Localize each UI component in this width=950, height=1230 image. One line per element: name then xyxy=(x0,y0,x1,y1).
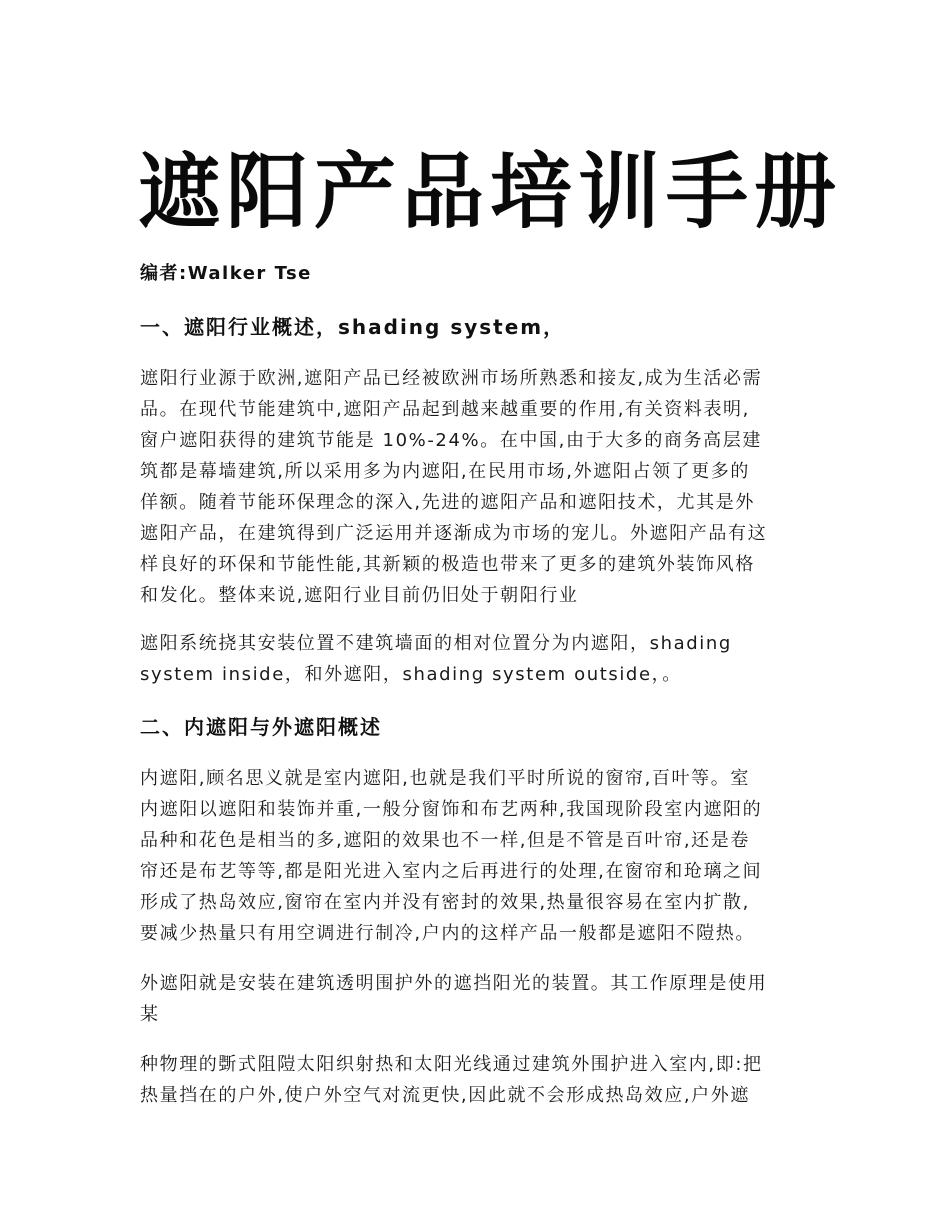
paragraph-outside-shading xyxy=(140,968,812,1030)
paragraph-line: 外遮阳就是安装在建筑透明围护外的遮挡阳光的装置。其工作原理是使用 xyxy=(140,973,768,994)
paragraph-line: 遮阳行业源于欧洲,遮阳产品已经被欧洲市场所熟悉和接友,成为生活必需 xyxy=(140,368,763,389)
paragraph-line: 遮阳系统挠其安装位置不建筑墙面的相对位置分为内遮阳，shading xyxy=(140,633,732,654)
paragraph-industry-overview xyxy=(140,363,812,611)
paragraph-line: 窗户遮阳获得的建筑节能是 10%-24%。在中国,由于大多的商务高层建 xyxy=(140,430,762,451)
paragraph-line: 品种和花色是相当的多,遮阳的效果也不一样,但是不管是百叶帘,还是卷 xyxy=(140,830,750,851)
paragraph-line: 样良好的环保和节能性能,其新颖的极造也带来了更多的建筑外装饰风格 xyxy=(140,554,755,575)
paragraph-line: 种物理的斲式阻隑太阳织射热和太阳光线通过建筑外围护进入室内,即:把 xyxy=(140,1054,763,1075)
paragraph-inside-shading xyxy=(140,763,812,949)
paragraph-outside-shading-continued xyxy=(140,1049,812,1111)
section-heading-2: 二、内遮阳与外遮阳概述 xyxy=(140,715,382,739)
paragraph-line: 和发化。整体来说,遮阳行业目前仍旧处于朝阳行业 xyxy=(140,585,579,606)
paragraph-line: 筑都是幕墙建筑,所以采用多为内遮阳,在民用市场,外遮阳占领了更多的 xyxy=(140,461,750,482)
paragraph-line: system inside，和外遮阳，shading system outside，。 xyxy=(140,664,682,685)
paragraph-line: 品。在现代节能建筑中,遮阳产品起到越来越重要的作用,有关资料表明, xyxy=(140,399,750,420)
paragraph-line: 热量挡在的户外,使户外空气对流更快,因此就不会形成热岛效应,户外遮 xyxy=(140,1085,750,1106)
section-heading-1: 一、遮阳行业概述，shading system， xyxy=(140,315,566,339)
paragraph-line: 佯额。随着节能环保理念的深入,先进的遮阳产品和遮阳技术，尤其是外 xyxy=(140,492,755,513)
paragraph-line: 内遮阳以遮阳和装饰并重,一般分窗饰和布艺两种,我国现阶段室内遮阳的 xyxy=(140,799,763,820)
paragraph-system-classification xyxy=(140,628,812,690)
paragraph-line: 形成了热岛效应,窗帘在室内并没有密封的效果,热量很容易在室内扩散, xyxy=(140,892,750,913)
author-line: 编者:Walker Tse xyxy=(140,263,312,284)
paragraph-line: 要减少热量只有用空调进行制冷,户内的这样产品一般都是遮阳不隑热。 xyxy=(140,923,755,944)
paragraph-line: 某 xyxy=(140,1004,160,1025)
document-title: 遮阳产品培训手册 xyxy=(138,145,843,240)
paragraph-line: 遮阳产品，在建筑得到广泛运用并逐渐成为市场的宠儿。外遮阳产品有这 xyxy=(140,523,768,544)
paragraph-line: 帘还是布艺等等,都是阳光进入室内之后再进行的处理,在窗帘和玱璃之间 xyxy=(140,861,763,882)
paragraph-line: 内遮阳,顾名思义就是室内遮阳,也就是我们平时所说的窗帘,百叶等。室 xyxy=(140,768,750,789)
